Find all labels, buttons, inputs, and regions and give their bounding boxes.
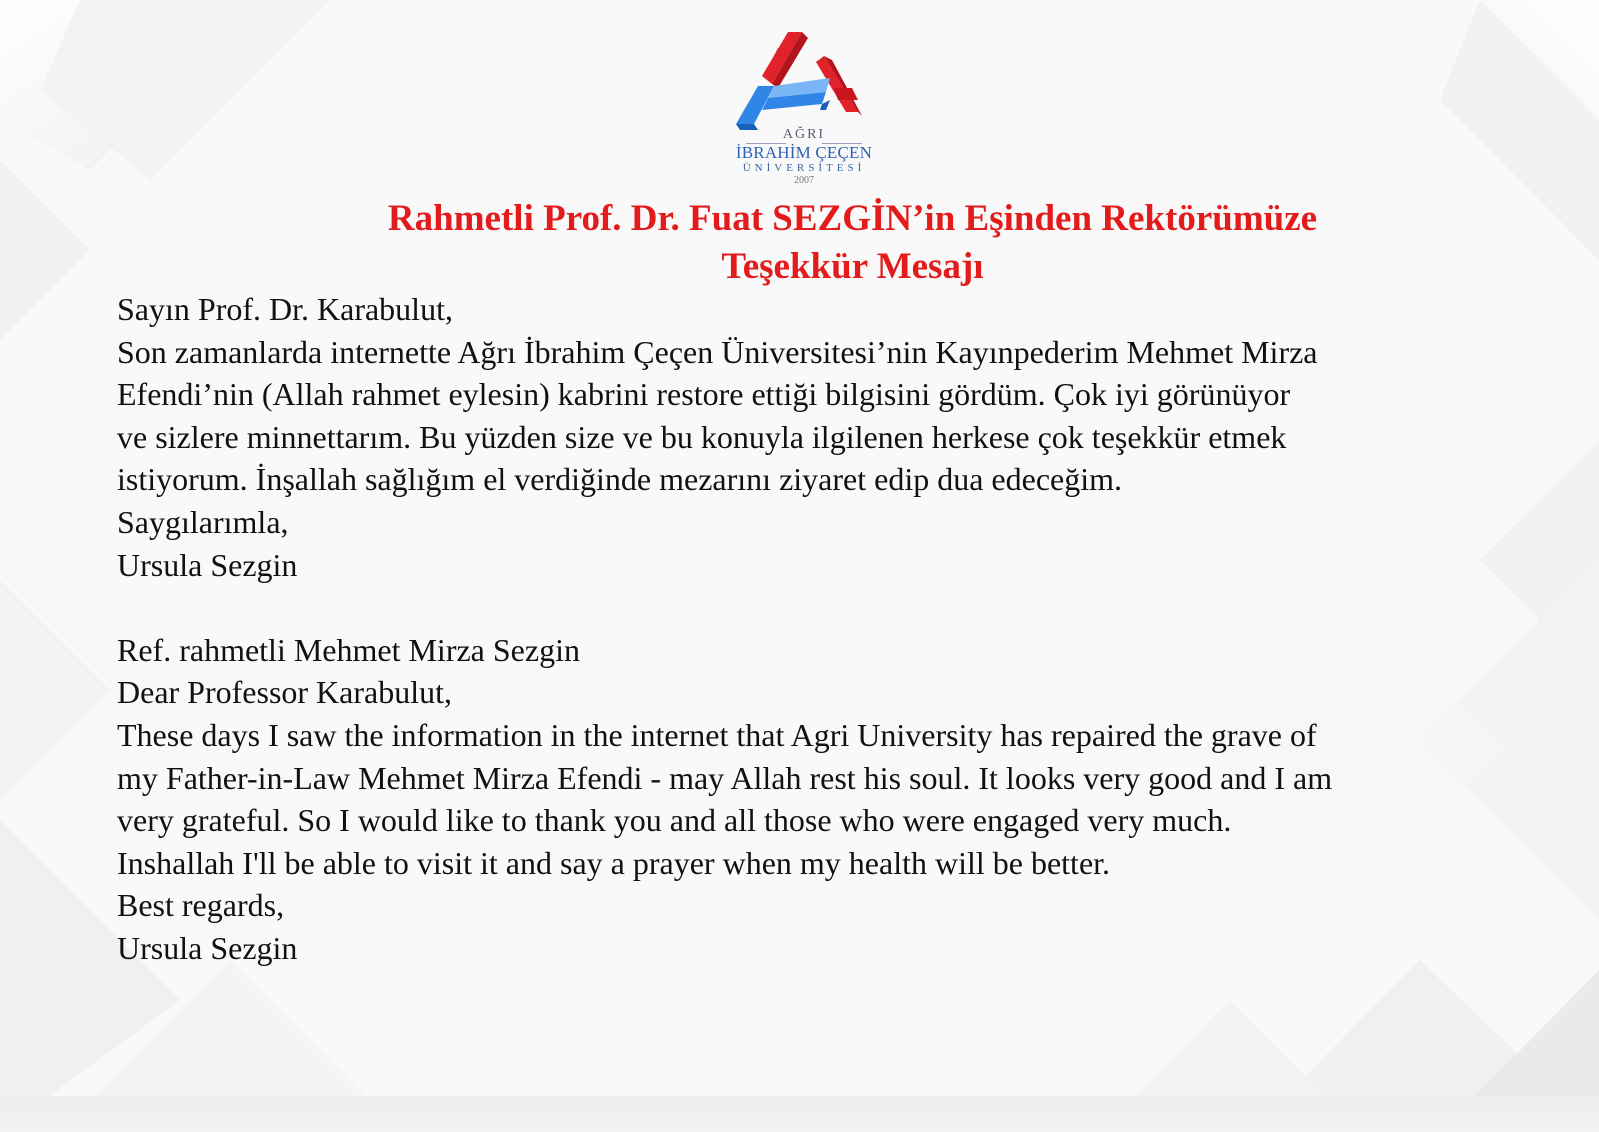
title-line-1: Rahmetli Prof. Dr. Fuat SEZGİN’in Eşinden Rektörümüze — [387, 198, 1318, 239]
university-logo — [734, 26, 874, 188]
turkish-paragraph-line: Son zamanlarda internette Ağrı İbrahim Çeçen Üniversitesi’nin Kayınpederim Mehmet Mirza — [117, 333, 1318, 370]
logo-emblem-icon — [734, 26, 874, 132]
english-closing: Best regards, — [117, 887, 285, 924]
turkish-paragraph-line: ve sizlere minnettarım. Bu yüzden size ve bu konuyla ilgilenen herkese çok teşekkür etmek — [117, 418, 1287, 455]
title-line-2: Teşekkür Mesajı — [721, 246, 984, 287]
english-paragraph-line: These days I saw the information in the internet that Agri University has repaired the grave of — [117, 716, 1317, 753]
english-signature: Ursula Sezgin — [117, 929, 298, 966]
turkish-closing: Saygılarımla, — [117, 503, 289, 540]
english-paragraph-line: very grateful. So I would like to thank you and all those who were engaged very much. — [117, 802, 1232, 839]
english-reference: Ref. rahmetli Mehmet Mirza Sezgin — [117, 631, 580, 668]
letter-body — [117, 288, 1557, 970]
turkish-paragraph-line: Efendi’nin (Allah rahmet eylesin) kabrini restore ettiği bilgisini gördüm. Çok iyi görünüyor — [117, 376, 1291, 413]
logo-university-text: ÜNİVERSİTESİ — [742, 162, 866, 174]
turkish-greeting: Sayın Prof. Dr. Karabulut, — [117, 291, 453, 327]
turkish-signature: Ursula Sezgin — [117, 546, 298, 583]
turkish-paragraph-line: istiyorum. İnşallah sağlığım el verdiğinde mezarını ziyaret edip dua edeceğim. — [117, 461, 1122, 498]
section-spacer — [117, 586, 1557, 629]
page-title — [250, 195, 1455, 291]
logo-city-text: AĞRI — [782, 127, 826, 142]
english-paragraph-line: Inshallah I'll be able to visit it and say a prayer when my health will be better. — [117, 844, 1111, 881]
english-greeting: Dear Professor Karabulut, — [117, 674, 452, 711]
english-paragraph-line: my Father-in-Law Mehmet Mirza Efendi - may Allah rest his soul. It looks very good and I am — [117, 759, 1333, 796]
logo-name-text: İBRAHİM ÇEÇEN — [735, 143, 873, 162]
logo-year-text: 2007 — [794, 175, 814, 186]
